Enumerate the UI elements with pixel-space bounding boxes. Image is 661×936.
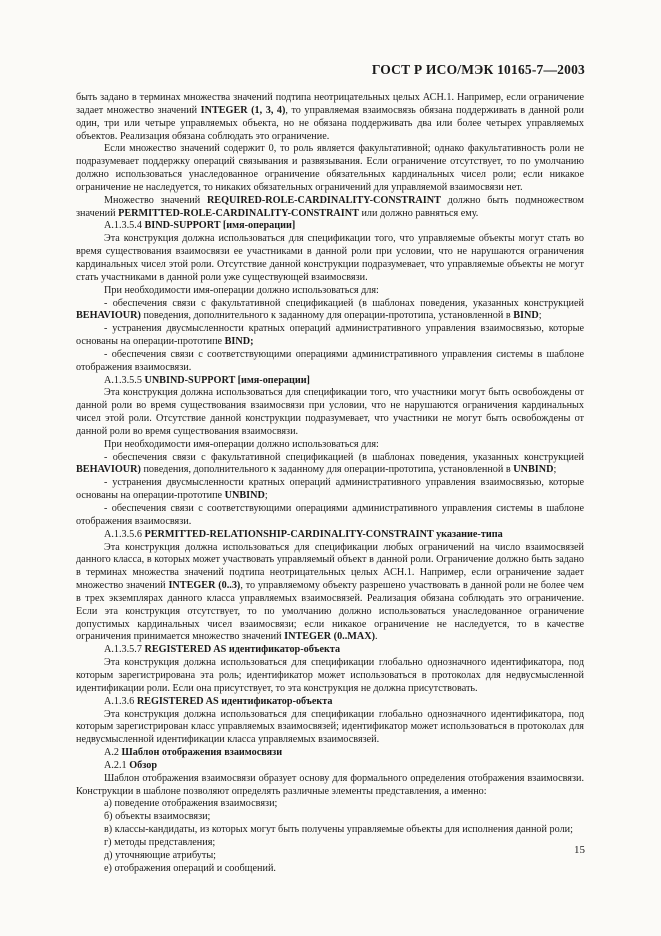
paragraph bbox=[76, 863, 584, 876]
text-run: Эта конструкция должна использоваться для спецификации того, что участники могут быть освобождены от данной роли во время существования взаимосвязи при условии, что не нарушаются ограничения кардинальных чисел этой роли. Отсутствие данной конструкции подразумевает, что участники не могут быть освобождены от данной роли во время существования взаимосвязи. bbox=[76, 387, 584, 437]
bold-text: BIND bbox=[513, 310, 539, 322]
paragraph bbox=[76, 760, 584, 773]
bold-text: BIND-SUPPORT [имя-операции] bbox=[144, 220, 296, 232]
text-run: A.2 bbox=[104, 747, 122, 759]
text-run: Если множество значений содержит 0, то роль является факультативной; однако факультативность роли не подразумевает поддержку операций связывания и развязывания. Если ограничение отсутствует, то по умолчанию должно использоваться унаследованное ограничение обязательных кардинальных чисел роли; если никакое ограничение не наследуется, то никаких обязательных ограничений для управляемой взаимосвязи нет. bbox=[76, 143, 584, 193]
bold-text: PERMITTED-RELATIONSHIP-CARDINALITY-CONSTRAINT указание-типа bbox=[144, 528, 503, 540]
bold-text: UNBIND-SUPPORT [имя-операции] bbox=[144, 374, 310, 386]
text-run: , то управляемому объекту разрешено участвовать в данной роли не более чем в трех экземплярах данного класса управляемых взаимосвязей. Реализация обязана соблюдать это ограничение. Если эта конструкция отсутствует, то по умолчанию должно использоваться унаследованное ограничение допустимых кардинальных чисел взаимосвязи; если никакое ограничение не наследуется, то в качестве ограничения принимается множество значений bbox=[76, 580, 584, 643]
text-run: Шаблон отображения взаимосвязи образует основу для формального определения отображения взаимосвязи. Конструкции в шаблоне позволяют определять различные элементы представления, а именно: bbox=[76, 772, 584, 797]
text-run: ; bbox=[553, 464, 557, 476]
paragraph bbox=[76, 657, 584, 696]
text-run: Эта конструкция должна использоваться для спецификации глобально однозначного идентификатора, под которым зарегистрирован класс управляемых взаимосвязей; идентификатор может использоваться в протоколах для недвусмысленной идентификации класса управляемых взаимосвязей. bbox=[76, 708, 584, 746]
text-run: быть задано в терминах множества значений подтипа неотрицательных целых АСН.1. Например, если ограничение задает множество значений bbox=[76, 92, 584, 116]
paragraph bbox=[76, 477, 584, 503]
paragraph bbox=[76, 375, 584, 388]
paragraph bbox=[76, 285, 584, 298]
bold-text: PERMITTED-ROLE-CARDINALITY-CONSTRAINT bbox=[118, 207, 359, 219]
paragraph bbox=[76, 542, 584, 645]
bold-text: REQUIRED-ROLE-CARDINALITY-CONSTRAINT bbox=[206, 194, 441, 206]
paragraph bbox=[76, 349, 584, 375]
text-run: Эта конструкция должна использоваться для спецификации любых ограничений на число взаимосвязей данного класса, в которых может участвовать управляемый объект в данной роли. Ограничение должно быть задано в терминах множества значений подтипа неотрицательных целых АСН.1. Например, если ограничение задает множество значений bbox=[76, 541, 584, 592]
paragraph bbox=[76, 220, 584, 233]
text-run: ; bbox=[538, 310, 542, 322]
text-run: - устранения двусмысленности кратных операций административного управления взаимосвязью, которые основаны на операции-прототипе bbox=[76, 477, 584, 502]
paragraph bbox=[76, 798, 584, 811]
bold-text: UNBIND bbox=[513, 464, 554, 476]
text-run: A.1.3.6 bbox=[104, 695, 137, 707]
text-run: - обеспечения связи с соответствующими операциями административного управления системы в шаблоне отображения взаимосвязи. bbox=[76, 503, 584, 527]
text-run: г) методы представления; bbox=[104, 836, 216, 848]
bold-text: Обзор bbox=[129, 759, 157, 771]
text-run: или должно равняться ему. bbox=[358, 207, 479, 219]
paragraph bbox=[76, 850, 584, 863]
document-header: ГОСТ Р ИСО/МЭК 10165-7—2003 bbox=[371, 62, 585, 77]
text-run: , то управляемая взаимосвязь обязана поддерживать в данной роли один, три или четыре управляемых объекта, но не обязана поддерживать два или более четырех управляемых объектов. Реализация обязана соблюдать это ограничение. bbox=[76, 104, 584, 142]
paragraph bbox=[76, 837, 584, 850]
text-run: в) классы-кандидаты, из которых могут быть получены управляемые объекты для исполнения данной роли; bbox=[104, 824, 573, 836]
text-run: - обеспечения связи с факультативной спецификацией (в шаблонах поведения, указанных конструкцией bbox=[104, 451, 584, 463]
text-run: - устранения двусмысленности кратных операций административного управления взаимосвязью, которые основаны на операции-прототипе bbox=[76, 323, 584, 348]
text-run: При необходимости имя-операции должно использоваться для: bbox=[104, 284, 379, 296]
paragraph bbox=[76, 709, 584, 748]
paragraph bbox=[76, 529, 584, 542]
text-run: поведения, дополнительного к заданному для операции-прототипа, установленной в bbox=[140, 310, 514, 322]
bold-text: BEHAVIOUR) bbox=[76, 464, 141, 476]
paragraph bbox=[76, 143, 584, 194]
text-run: A.2.1 bbox=[104, 759, 130, 771]
bold-text: UNBIND bbox=[224, 490, 265, 502]
paragraph bbox=[76, 439, 584, 452]
document-body bbox=[76, 92, 584, 875]
text-run: Эта конструкция должна использоваться для спецификации глобально однозначного идентификатора, под которым зарегистрирована эта роль; идентификатор может использоваться в протоколах для недвусмысленной идентификации роли. Если она присутствует, то эта конструкция не должна присутствовать. bbox=[76, 657, 584, 694]
paragraph bbox=[76, 195, 584, 221]
paragraph bbox=[76, 387, 584, 438]
paragraph bbox=[76, 452, 584, 478]
text-run: б) объекты взаимосвязи; bbox=[104, 811, 211, 823]
text-run: д) уточняющие атрибуты; bbox=[104, 849, 216, 861]
paragraph bbox=[76, 323, 584, 349]
text-run: поведения, дополнительного к заданному для операции-прототипа, установленной в bbox=[140, 464, 514, 476]
paragraph bbox=[76, 298, 584, 324]
page-number: 15 bbox=[574, 844, 585, 856]
text-run: При необходимости имя-операции должно использоваться для: bbox=[104, 438, 379, 450]
text-run: а) поведение отображения взаимосвязи; bbox=[104, 798, 278, 810]
bold-text: REGISTERED AS идентификатор-объекта bbox=[136, 695, 333, 707]
paragraph bbox=[76, 824, 584, 837]
text-run: - обеспечения связи с факультативной спецификацией (в шаблонах поведения, указанных конструкцией bbox=[104, 297, 584, 309]
paragraph bbox=[76, 773, 584, 799]
text-run: - обеспечения связи с соответствующими операциями административного управления системы в шаблоне отображения взаимосвязи. bbox=[76, 348, 584, 373]
bold-text: BEHAVIOUR) bbox=[76, 310, 141, 322]
bold-text: INTEGER (0..MAX) bbox=[284, 631, 375, 643]
text-run: Эта конструкция должна использоваться для спецификации того, что управляемые объекты могут стать во время существования взаимосвязи ее участниками в данной роли при условии, что не нарушаются ограничения кардинальных чисел этой роли. Отсутствие данной конструкции подразумевает, что управляемые объекты не могут стать участниками в данной роли уже существующей взаимосвязи. bbox=[76, 233, 584, 283]
paragraph bbox=[76, 233, 584, 284]
bold-text: BIND; bbox=[224, 336, 254, 348]
text-run: A.1.3.5.6 bbox=[104, 528, 145, 540]
text-run: A.1.3.5.7 bbox=[104, 644, 145, 656]
text-run: должно быть подмножеством значений bbox=[76, 194, 584, 219]
paragraph bbox=[76, 503, 584, 529]
text-run: A.1.3.5.4 bbox=[104, 220, 145, 232]
paragraph bbox=[76, 644, 584, 657]
bold-text: INTEGER (1, 3, 4) bbox=[200, 104, 286, 116]
bold-text: REGISTERED AS идентификатор-объекта bbox=[144, 644, 341, 656]
bold-text: Шаблон отображения взаимосвязи bbox=[121, 747, 283, 759]
text-run: . bbox=[374, 631, 378, 643]
text-run: е) отображения операций и сообщений. bbox=[104, 862, 276, 874]
paragraph bbox=[76, 811, 584, 824]
text-run: A.1.3.5.5 bbox=[104, 374, 145, 386]
text-run: ; bbox=[264, 490, 268, 502]
paragraph bbox=[76, 747, 584, 760]
paragraph bbox=[76, 92, 584, 143]
paragraph bbox=[76, 696, 584, 709]
text-run: Множество значений bbox=[104, 194, 207, 206]
bold-text: INTEGER (0..3) bbox=[168, 580, 241, 592]
